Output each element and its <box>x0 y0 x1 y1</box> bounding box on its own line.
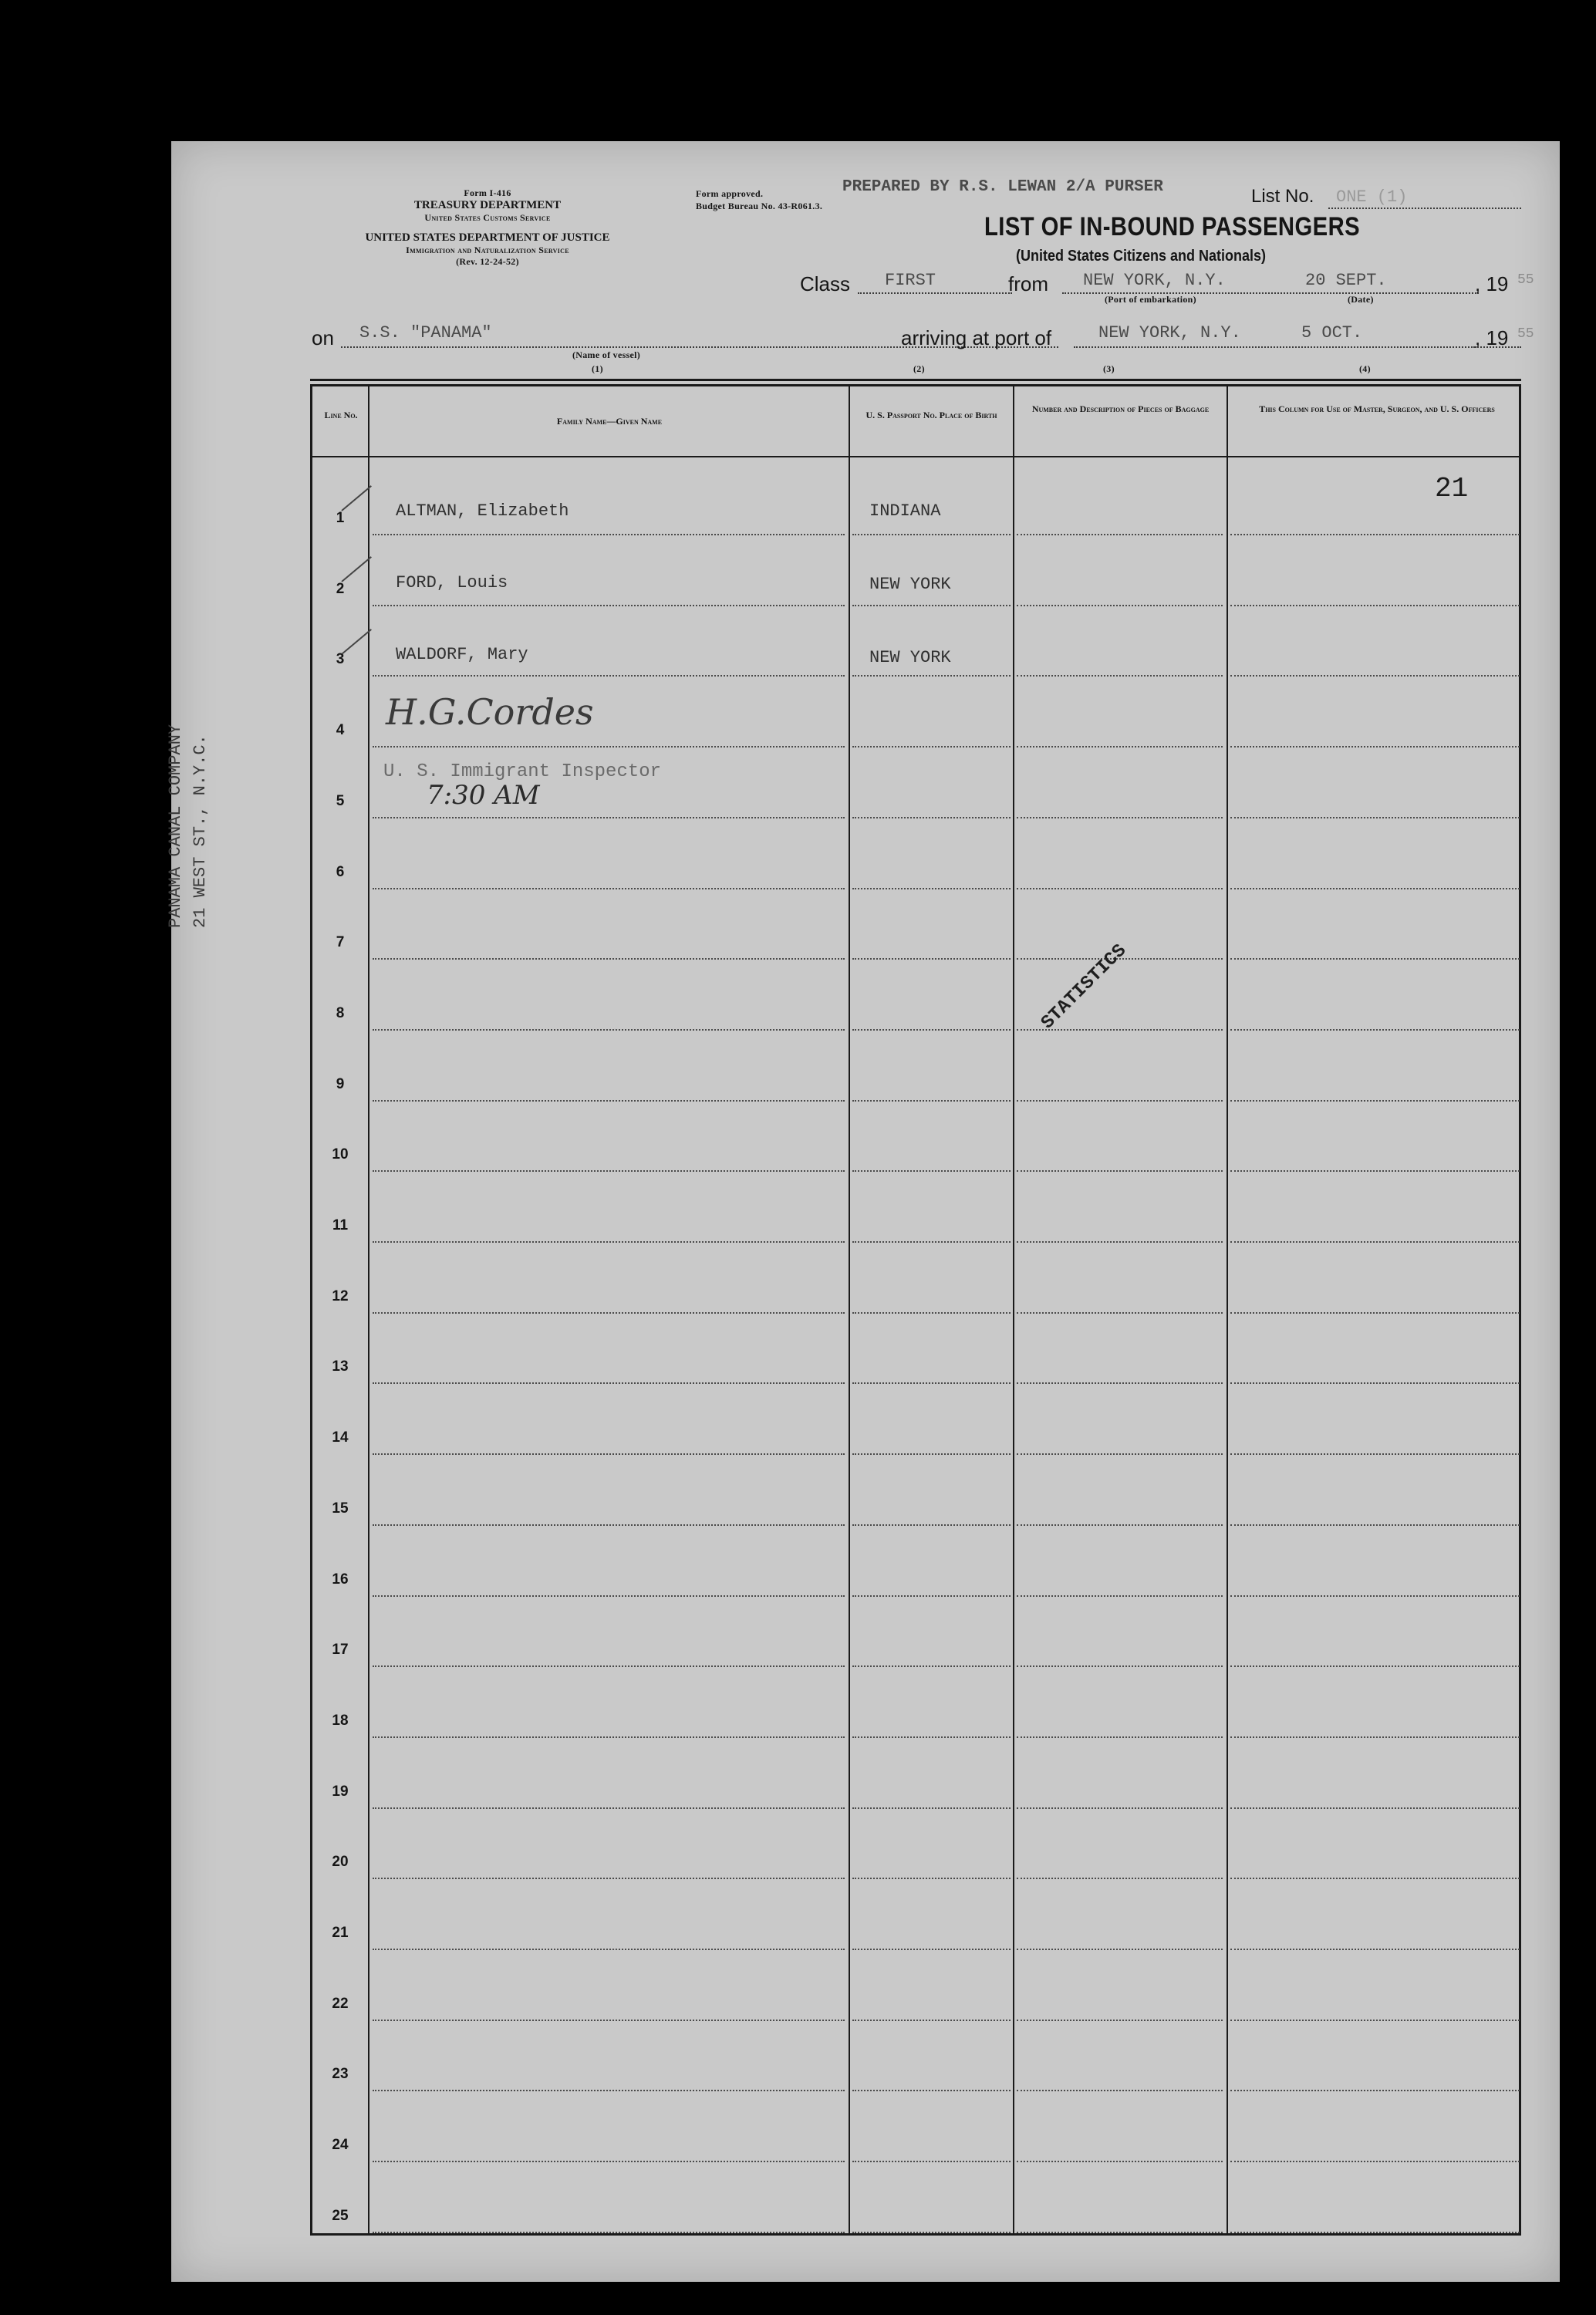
row-line <box>1017 1807 1223 1809</box>
entry-3-name: WALDORF, Mary <box>396 645 528 664</box>
row-line <box>373 2161 845 2162</box>
form-subtitle: (United States Citizens and Nationals) <box>1016 248 1267 265</box>
from-value: NEW YORK, N.Y. <box>1083 271 1226 290</box>
entry-2-name: FORD, Louis <box>396 573 508 592</box>
form-title: LIST OF IN-BOUND PASSENGERS <box>984 212 1361 241</box>
line-number: 25 <box>332 2207 349 2224</box>
treasury-department: TREASURY DEPARTMENT <box>413 199 562 211</box>
line-number: 19 <box>332 1783 349 1800</box>
row-line <box>1230 2161 1520 2162</box>
class-value: FIRST <box>885 271 936 290</box>
row-line <box>373 1241 845 1243</box>
vessel-value: S.S. "PANAMA" <box>359 323 492 343</box>
row-line <box>1230 746 1520 747</box>
row-line <box>373 1807 845 1809</box>
row-line <box>373 534 845 535</box>
inspection-time: 7:30 AM <box>427 780 540 811</box>
row-line <box>852 1595 1011 1597</box>
col-divider-3 <box>1013 386 1014 2233</box>
row-line <box>852 605 1011 606</box>
header-officers: This Column for Use of Master, Surgeon, and U. S. Officers <box>1259 403 1495 414</box>
row-line <box>1017 1312 1223 1314</box>
row-line <box>1230 888 1520 889</box>
row-line <box>1017 817 1223 818</box>
row-line <box>1230 1595 1520 1597</box>
row-line <box>373 1878 845 1879</box>
line-number: 12 <box>332 1287 349 1304</box>
row-line <box>373 888 845 889</box>
row-line <box>852 1878 1011 1879</box>
row-line <box>1230 1241 1520 1243</box>
row-line <box>1017 1382 1223 1384</box>
from-label: from <box>1008 272 1048 295</box>
row-line <box>852 534 1011 535</box>
row-line <box>852 2161 1011 2162</box>
row-line <box>1230 534 1520 535</box>
line-number: 3 <box>336 651 345 668</box>
row-line <box>852 1665 1011 1667</box>
row-line <box>1230 1665 1520 1667</box>
check-mark-2 <box>341 556 372 582</box>
line-number: 17 <box>332 1642 349 1659</box>
line-number: 14 <box>332 1429 349 1446</box>
table-top-rule <box>310 379 1521 381</box>
col-divider-2 <box>849 386 850 2233</box>
justice-department: UNITED STATES DEPARTMENT OF JUSTICE <box>365 231 610 244</box>
row-line <box>1017 2161 1223 2162</box>
col2-number: (2) <box>913 363 925 374</box>
row-line <box>1017 675 1223 677</box>
col3-number: (3) <box>1103 363 1115 374</box>
list-no-value: ONE (1) <box>1336 187 1408 207</box>
row-line <box>373 1453 845 1455</box>
row-line <box>1230 1807 1520 1809</box>
vessel-caption: (Name of vessel) <box>572 349 641 360</box>
row-line <box>1230 2090 1520 2091</box>
row-line <box>373 1170 845 1172</box>
row-line <box>373 2090 845 2091</box>
col-divider-4 <box>1227 386 1228 2233</box>
row-line <box>852 1736 1011 1738</box>
row-line <box>373 1595 845 1597</box>
row-line <box>1017 1878 1223 1879</box>
row-line <box>1230 1736 1520 1738</box>
row-line <box>1230 958 1520 960</box>
row-line <box>1017 1170 1223 1172</box>
row-line <box>852 958 1011 960</box>
line-number: 15 <box>332 1500 349 1517</box>
row-line <box>373 1524 845 1526</box>
line-number: 10 <box>332 1146 349 1163</box>
entry-1-birthplace: INDIANA <box>869 501 941 521</box>
row-line <box>1230 1100 1520 1102</box>
agency-block <box>310 187 665 268</box>
row-line <box>1230 1029 1520 1031</box>
row-line <box>373 2232 845 2233</box>
check-mark-1 <box>341 485 372 511</box>
row-line <box>373 1949 845 1950</box>
row-line <box>1017 2020 1223 2021</box>
year-value-2: 55 <box>1517 326 1534 342</box>
inspector-signature: H.G.Cordes <box>386 691 594 733</box>
header-divider <box>312 456 1519 457</box>
side-stamp-line1: PANAMA CANAL COMPANY <box>166 724 185 928</box>
approval-block <box>696 187 822 212</box>
line-number: 5 <box>336 792 345 809</box>
line-number: 16 <box>332 1571 349 1588</box>
revision-date: (Rev. 12-24-52) <box>456 256 519 267</box>
row-line <box>1017 1524 1223 1526</box>
row-line <box>1017 746 1223 747</box>
passenger-table <box>310 384 1521 2236</box>
row-line <box>1230 1878 1520 1879</box>
line-number: 13 <box>332 1358 349 1375</box>
row-line <box>1230 1949 1520 1950</box>
line-number: 21 <box>332 1925 349 1941</box>
line-number: 9 <box>336 1075 345 1092</box>
line-number: 4 <box>336 722 345 739</box>
budget-bureau: Budget Bureau No. 43-R061.3. <box>696 201 823 211</box>
arrival-port-value: NEW YORK, N.Y. <box>1098 323 1241 343</box>
row-line <box>852 1170 1011 1172</box>
row-line <box>852 1949 1011 1950</box>
statistics-stamp: STATISTICS <box>1038 940 1131 1034</box>
date-caption: (Date) <box>1348 294 1374 305</box>
row-line <box>852 675 1011 677</box>
header-line-no: Line No. <box>324 410 358 420</box>
row-line <box>373 1100 845 1102</box>
line-number: 24 <box>332 2137 349 2154</box>
col4-number: (4) <box>1359 363 1371 374</box>
inspector-title: U. S. Immigrant Inspector <box>383 761 662 782</box>
arriving-label: arriving at port of <box>901 326 1052 349</box>
line-number: 6 <box>336 863 345 880</box>
row-line <box>1017 1453 1223 1455</box>
row-line <box>852 2232 1011 2233</box>
arrival-date-value: 5 OCT. <box>1301 323 1363 343</box>
officer-note: 21 <box>1435 473 1469 505</box>
year-prefix-1: , 19 <box>1475 272 1509 295</box>
immigration-service: Immigration and Naturalization Service <box>406 245 569 255</box>
row-line <box>852 817 1011 818</box>
row-line <box>1017 1665 1223 1667</box>
row-line <box>852 1453 1011 1455</box>
row-line <box>852 1524 1011 1526</box>
row-line <box>852 2020 1011 2021</box>
header-name: Family Name—Given Name <box>556 416 663 427</box>
row-line <box>373 817 845 818</box>
row-line <box>1017 1595 1223 1597</box>
row-line <box>1017 2232 1223 2233</box>
row-line <box>852 746 1011 747</box>
form-page <box>166 141 1560 2282</box>
on-label: on <box>312 326 334 349</box>
row-line <box>373 958 845 960</box>
class-label: Class <box>800 272 851 295</box>
row-line <box>1017 1100 1223 1102</box>
row-line <box>373 2020 845 2021</box>
row-line <box>373 605 845 606</box>
form-number: Form I-416 <box>464 187 511 198</box>
row-line <box>1017 1949 1223 1950</box>
row-line <box>1017 888 1223 889</box>
line-number: 7 <box>336 934 345 951</box>
row-line <box>373 746 845 747</box>
line-number: 1 <box>336 510 345 526</box>
side-stamp-line2: 21 WEST ST., N.Y.C. <box>191 734 210 928</box>
line-number: 23 <box>332 2066 349 2083</box>
entry-3-birthplace: NEW YORK <box>869 648 951 667</box>
row-line <box>852 1807 1011 1809</box>
list-no-label: List No. <box>1251 186 1314 207</box>
line-number: 8 <box>336 1004 345 1021</box>
row-line <box>373 1665 845 1667</box>
row-line <box>1230 675 1520 677</box>
row-line <box>852 1029 1011 1031</box>
prepared-by: PREPARED BY R.S. LEWAN 2/A PURSER <box>842 178 1163 196</box>
row-line <box>852 1100 1011 1102</box>
row-line <box>1017 1736 1223 1738</box>
line-number: 18 <box>332 1712 349 1729</box>
row-line <box>1230 1312 1520 1314</box>
row-line <box>1230 2020 1520 2021</box>
row-line <box>373 675 845 677</box>
customs-service: United States Customs Service <box>424 212 551 223</box>
row-line <box>852 1241 1011 1243</box>
row-line <box>1017 534 1223 535</box>
col1-number: (1) <box>592 363 603 374</box>
line-number: 20 <box>332 1854 349 1871</box>
row-line <box>1230 2232 1520 2233</box>
row-line <box>1230 1382 1520 1384</box>
row-line <box>852 2090 1011 2091</box>
year-value-1: 55 <box>1517 272 1534 288</box>
line-number: 11 <box>332 1217 349 1233</box>
year-prefix-2: , 19 <box>1475 326 1509 349</box>
row-line <box>373 1029 845 1031</box>
row-line <box>1017 605 1223 606</box>
line-number: 2 <box>336 580 345 597</box>
date-value: 20 SEPT. <box>1305 271 1387 290</box>
row-line <box>1230 1170 1520 1172</box>
row-line <box>373 1382 845 1384</box>
col-divider-1 <box>368 386 369 2233</box>
row-line <box>1230 1453 1520 1455</box>
row-line <box>1230 1524 1520 1526</box>
entry-2-birthplace: NEW YORK <box>869 575 951 594</box>
row-line <box>373 1312 845 1314</box>
row-line <box>852 1312 1011 1314</box>
line-number: 22 <box>332 1995 349 2012</box>
row-line <box>852 1382 1011 1384</box>
entry-1-name: ALTMAN, Elizabeth <box>396 501 569 521</box>
row-line <box>852 888 1011 889</box>
header-baggage: Number and Description of Pieces of Baggage <box>1031 403 1210 414</box>
row-line <box>1017 1241 1223 1243</box>
row-line <box>373 1736 845 1738</box>
side-stamp <box>164 724 213 928</box>
from-caption: (Port of embarkation) <box>1105 294 1196 305</box>
form-approved: Form approved. <box>696 188 764 199</box>
row-line <box>1017 2090 1223 2091</box>
row-line <box>1230 817 1520 818</box>
header-passport: U. S. Passport No. Place of Birth <box>865 410 997 420</box>
row-line <box>1230 605 1520 606</box>
